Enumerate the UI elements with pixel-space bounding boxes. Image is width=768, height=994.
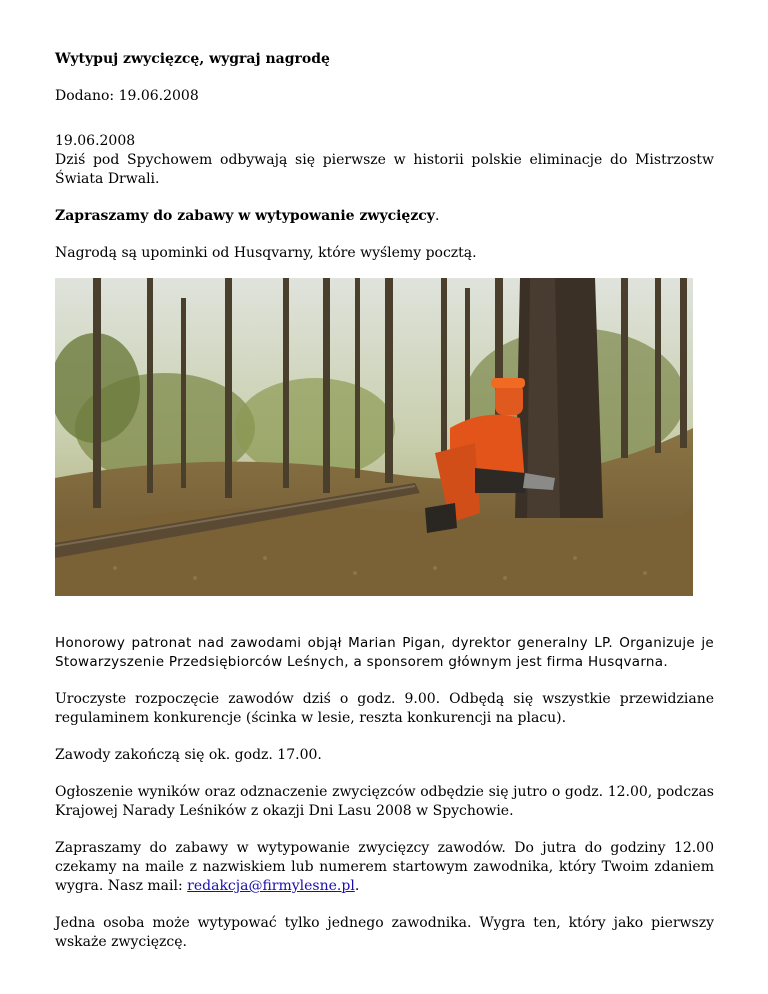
opening-paragraph: Uroczyste rozpoczęcie zawodów dziś o godz. 9.00. Odbędą się wszystkie przewidziane regulaminem konkurencje (ścinka w lesie, reszta konkurencji na placu).	[55, 691, 714, 726]
contest-text: Zapraszamy do zabawy w wytypowanie zwycięzcy zawodów. Do jutra do godziny 12.00 czekamy na maile z nazwiskiem lub numerem startowym zawodnika, który Twoim zdaniem wygra. Nasz mail:	[55, 840, 714, 894]
contest-paragraph	[55, 839, 714, 896]
invite-bold-text: Zapraszamy do zabawy w wytypowanie zwycięzcy	[55, 208, 435, 224]
email-link[interactable]: redakcja@firmylesne.pl	[187, 878, 355, 894]
lumberjack-photo	[55, 278, 693, 596]
article-title: Wytypuj zwycięzcę, wygraj nagrodę	[55, 51, 330, 67]
invite-period: .	[434, 208, 440, 224]
results-paragraph: Ogłoszenie wyników oraz odznaczenie zwycięzców odbędzie się jutro o godz. 12.00, podczas Krajowej Narady Leśników z okazji Dni Lasu 2008 w Spychowie.	[55, 784, 714, 819]
article-date: 19.06.2008	[55, 133, 136, 149]
prize-paragraph: Nagrodą są upominki od Husqvarny, które wyślemy pocztą.	[55, 245, 477, 261]
invite-paragraph	[55, 207, 714, 226]
contest-period: .	[354, 878, 360, 894]
added-date: Dodano: 19.06.2008	[55, 88, 199, 104]
end-time-paragraph: Zawody zakończą się ok. godz. 17.00.	[55, 747, 322, 763]
article	[55, 50, 714, 970]
lead-paragraph: Dziś pod Spychowem odbywają się pierwsze w historii polskie eliminacje do Mistrzostw Świata Drwali.	[55, 152, 714, 187]
rules-paragraph: Jedna osoba może wytypować tylko jednego zawodnika. Wygra ten, który jako pierwszy wskaże zwycięzcę.	[55, 915, 714, 950]
patronage-paragraph: Honorowy patronat nad zawodami objął Marian Pigan, dyrektor generalny LP. Organizuje je Stowarzyszenie Przedsiębiorców Leśnych, a sponsorem głównym jest firma Husqvarna.	[55, 635, 714, 670]
